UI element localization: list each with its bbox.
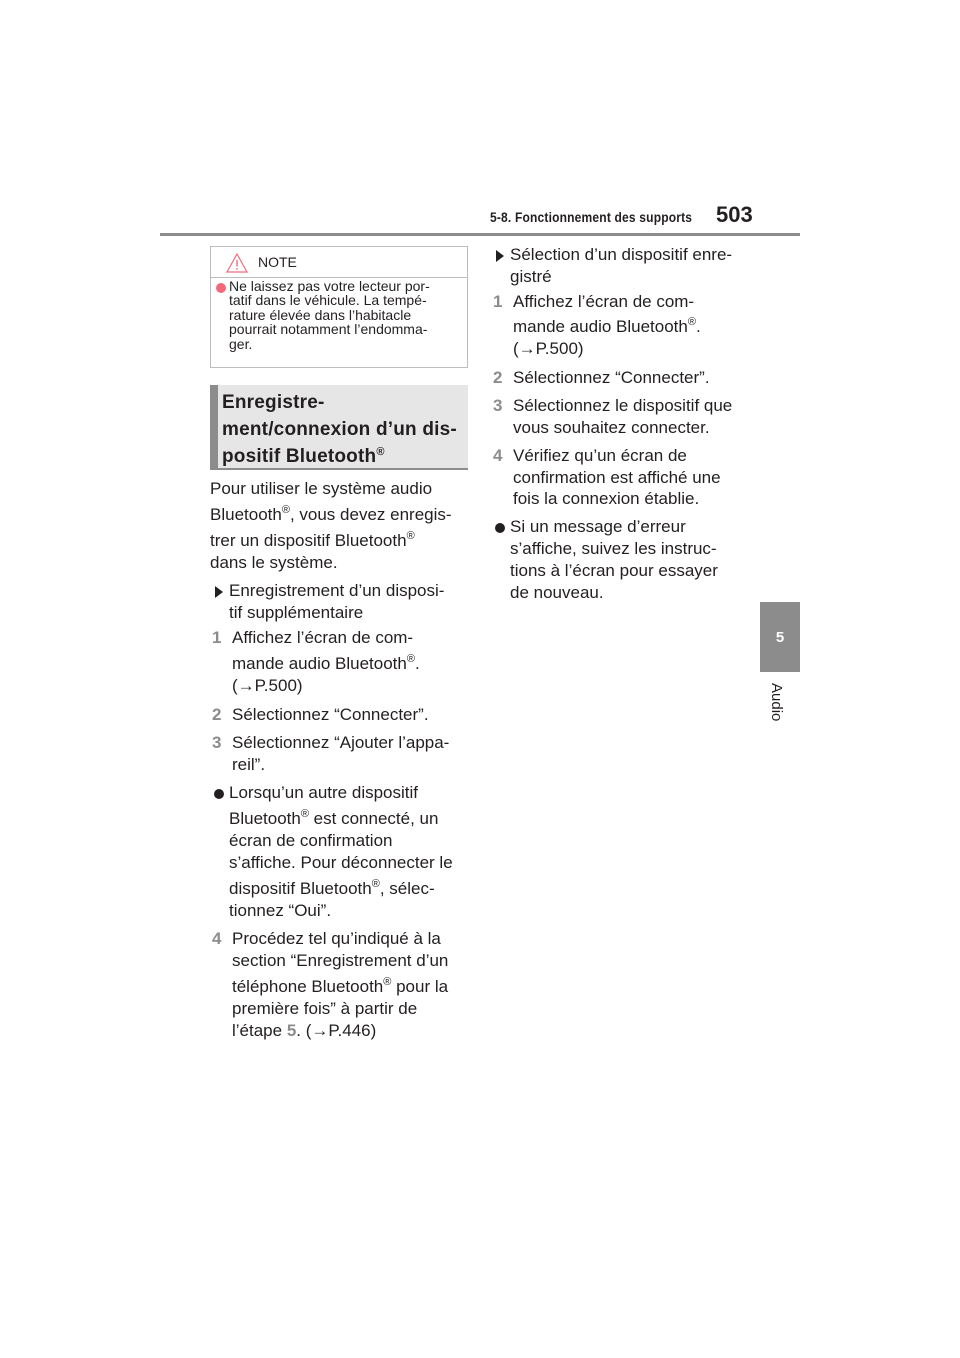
bullet-text: dispositif Bluetooth®, sélec- xyxy=(229,878,435,898)
bullet-text: écran de confirmation xyxy=(229,831,393,850)
step-text: Affichez l’écran de com- xyxy=(513,292,695,311)
note-text: Ne laissez pas votre lecteur por- tatif dans le véhicule. La tempé- rature élevée dans l’habitacle pourrait notamment l’endomma- ger. xyxy=(229,278,430,352)
subheading: tif supplémentaire xyxy=(229,603,364,622)
note-title: NOTE xyxy=(258,254,297,270)
subheading: Sélection d’un dispositif enre- xyxy=(510,245,733,264)
subheading: Enregistrement d’un disposi- xyxy=(229,581,445,600)
header-rule xyxy=(160,233,800,236)
subheading-arrow-icon xyxy=(496,250,504,262)
running-header: 5-8. Fonctionnement des supports xyxy=(490,209,693,225)
step-text: mande audio Bluetooth®. xyxy=(513,316,701,336)
intro-line: Bluetooth®, vous devez enregis- xyxy=(210,504,452,524)
step-text: Sélectionnez le dispositif que xyxy=(513,396,733,415)
warning-triangle-icon xyxy=(226,253,248,273)
bullet-text: de nouveau. xyxy=(510,583,604,602)
bullet-text: s’affiche. Pour déconnecter le xyxy=(229,853,453,872)
bullet-icon xyxy=(495,523,505,533)
step-text: téléphone Bluetooth® pour la xyxy=(232,976,449,996)
step-text: vous souhaitez connecter. xyxy=(513,418,710,437)
chapter-label: Audio xyxy=(768,683,785,722)
page-number: 503 xyxy=(716,202,753,227)
page-reference: (→P.500) xyxy=(232,676,303,695)
bullet-text: tions à l’écran pour essayer xyxy=(510,561,718,580)
step-text: Procédez tel qu’indiqué à la xyxy=(232,929,441,948)
subheading-arrow-icon xyxy=(215,586,223,598)
bullet-icon xyxy=(214,789,224,799)
intro-line: trer un dispositif Bluetooth® xyxy=(210,530,415,550)
step-text: fois la connexion établie. xyxy=(513,489,700,508)
intro-line: Pour utiliser le système audio xyxy=(210,479,433,498)
section-heading: Enregistre- ment/connexion d’un dis- positif Bluetooth® xyxy=(222,392,457,467)
intro-line: dans le système. xyxy=(210,553,338,572)
step-text: section “Enregistrement d’un xyxy=(232,951,449,970)
step-number: 2 xyxy=(493,368,503,387)
bullet-text: Si un message d’erreur xyxy=(510,517,686,536)
step-text: Sélectionnez “Ajouter l’appa- xyxy=(232,733,450,752)
step-text: Sélectionnez “Connecter”. xyxy=(513,368,710,387)
bullet-text: Bluetooth® est connecté, un xyxy=(229,808,439,828)
page-reference: (→P.500) xyxy=(513,339,584,358)
subheading: gistré xyxy=(510,267,552,286)
step-text: Vérifiez qu’un écran de xyxy=(513,446,687,465)
step-text: mande audio Bluetooth®. xyxy=(232,653,420,673)
step-number: 1 xyxy=(493,292,503,311)
step-text: Affichez l’écran de com- xyxy=(232,628,414,647)
note-bullet-icon xyxy=(216,283,226,293)
section-heading-bar xyxy=(210,385,218,469)
step-text: confirmation est affiché une xyxy=(513,468,721,487)
step-text: première fois” à partir de xyxy=(232,999,418,1018)
bullet-text: s’affiche, suivez les instruc- xyxy=(510,539,717,558)
step-text: reil”. xyxy=(232,755,266,774)
step-number: 4 xyxy=(493,446,503,465)
step-number: 3 xyxy=(493,396,503,415)
step-text: l’étape 5. (→P.446) xyxy=(232,1021,377,1040)
step-number: 2 xyxy=(212,705,222,724)
bullet-text: tionnez “Oui”. xyxy=(229,901,332,920)
chapter-number: 5 xyxy=(775,628,785,646)
step-number: 1 xyxy=(212,628,222,647)
bullet-text: Lorsqu’un autre dispositif xyxy=(229,783,419,802)
step-text: Sélectionnez “Connecter”. xyxy=(232,705,429,724)
chapter-tab xyxy=(760,602,800,672)
step-number: 4 xyxy=(212,929,222,948)
step-number: 3 xyxy=(212,733,222,752)
